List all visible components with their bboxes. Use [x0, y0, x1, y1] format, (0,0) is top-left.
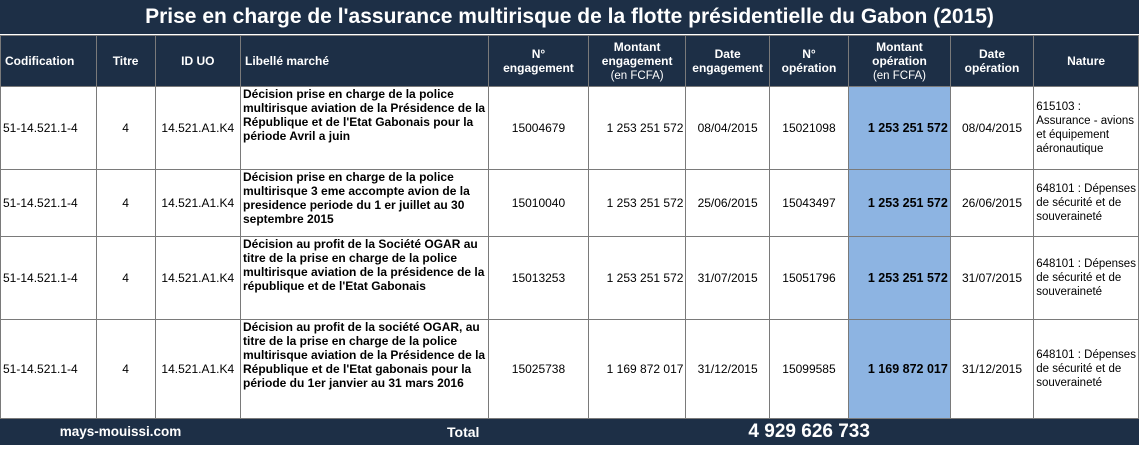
- header-montant-engagement: [588, 36, 686, 87]
- cell-montant-engagement: 1 169 872 017: [588, 320, 686, 419]
- page-title: Prise en charge de l'assurance multirisque de la flotte présidentielle du Gabon (2015): [0, 0, 1139, 34]
- header-libelle: Libellé marché: [241, 36, 489, 87]
- header-date-engagement: [686, 36, 769, 87]
- cell-nature: 648101 : Dépenses de sécurité et de souveraineté: [1034, 320, 1139, 419]
- table-row: [1, 237, 1139, 320]
- header-date-operation-l2: opération: [964, 61, 1020, 75]
- cell-date-operation: 31/07/2015: [950, 237, 1033, 320]
- header-montant-engagement-l3: (en FCFA): [610, 69, 664, 82]
- cell-libelle: Décision au profit de la société OGAR, au titre de la prise en charge de la police multirisque aviation de la Présidence de la République et de l'Etat gabonais pour la période du 1er janvier au 31 mars 2016: [241, 320, 489, 419]
- header-montant-operation-l1: Montant: [876, 39, 923, 54]
- cell-date-engagement: 25/06/2015: [686, 170, 769, 237]
- cell-date-operation: 26/06/2015: [950, 170, 1033, 237]
- table-row: [1, 87, 1139, 170]
- cell-n-engagement: 15010040: [489, 170, 589, 237]
- cell-date-operation: 08/04/2015: [950, 87, 1033, 170]
- cell-n-engagement: 15013253: [489, 237, 589, 320]
- cell-n-engagement: 15004679: [489, 87, 589, 170]
- header-n-operation-l2: opération: [781, 61, 837, 75]
- cell-n-operation: 15099585: [769, 320, 848, 419]
- header-date-engagement-l1: Date: [714, 47, 741, 61]
- header-montant-operation-l2: opération: [872, 53, 927, 68]
- cell-nature: 648101 : Dépenses de sécurité et de souveraineté: [1034, 170, 1139, 237]
- cell-n-operation: 15043497: [769, 170, 848, 237]
- cell-montant-engagement: 1 253 251 572: [588, 237, 686, 320]
- table-row: [1, 170, 1139, 237]
- header-montant-operation: [849, 36, 951, 87]
- cell-n-engagement: 15025738: [489, 320, 589, 419]
- cell-montant-engagement: 1 253 251 572: [588, 170, 686, 237]
- cell-montant-operation: 1 169 872 017: [849, 320, 951, 419]
- cell-titre: 4: [96, 170, 155, 237]
- table-header-row: [1, 36, 1139, 87]
- header-titre: Titre: [96, 36, 155, 87]
- cell-id-uo: 14.521.A1.K4: [155, 170, 240, 237]
- header-montant-operation-l3: (en FCFA): [872, 69, 926, 82]
- table-footer-row: [1, 419, 1139, 445]
- footer-site: mays-mouissi.com: [1, 419, 241, 445]
- footer-total-value: 4 929 626 733: [686, 419, 1139, 445]
- cell-titre: 4: [96, 87, 155, 170]
- header-n-engagement-l2: engagement: [503, 61, 574, 75]
- cell-libelle: Décision au profit de la Société OGAR au titre de la prise en charge de la police multirisque aviation de la présidence de la république et de l'Etat Gabonais: [241, 237, 489, 320]
- cell-montant-operation: 1 253 251 572: [849, 170, 951, 237]
- cell-nature: 615103 : Assurance - avions et équipement aéronautique: [1034, 87, 1139, 170]
- cell-titre: 4: [96, 320, 155, 419]
- header-date-engagement-l2: engagement: [692, 61, 763, 75]
- cell-libelle: Décision prise en charge de la police multirisque 3 eme accompte avion de la presidence periode du 1 er juillet au 30 septembre 2015: [241, 170, 489, 237]
- header-n-engagement: [489, 36, 589, 87]
- cell-n-operation: 15021098: [769, 87, 848, 170]
- cell-id-uo: 14.521.A1.K4: [155, 320, 240, 419]
- cell-codification: 51-14.521.1-4: [1, 320, 97, 419]
- cell-codification: 51-14.521.1-4: [1, 87, 97, 170]
- header-montant-engagement-l2: engagement: [601, 53, 673, 68]
- cell-montant-engagement: 1 253 251 572: [588, 87, 686, 170]
- cell-id-uo: 14.521.A1.K4: [155, 87, 240, 170]
- header-n-engagement-l1: N°: [531, 47, 546, 61]
- table-row: [1, 320, 1139, 419]
- cell-date-engagement: 31/07/2015: [686, 237, 769, 320]
- header-id-uo: ID UO: [155, 36, 240, 87]
- header-n-operation-l1: N°: [802, 47, 816, 61]
- cell-id-uo: 14.521.A1.K4: [155, 237, 240, 320]
- footer-total-label: Total: [241, 419, 686, 445]
- cell-titre: 4: [96, 237, 155, 320]
- header-date-operation-l1: Date: [979, 47, 1006, 61]
- cell-libelle: Décision prise en charge de la police multirisque aviation de la Présidence de la République et de l'Etat Gabonais pour la période Avril a juin: [241, 87, 489, 170]
- cell-nature: 648101 : Dépenses de sécurité et de souveraineté: [1034, 237, 1139, 320]
- cell-date-engagement: 08/04/2015: [686, 87, 769, 170]
- cell-codification: 51-14.521.1-4: [1, 237, 97, 320]
- cell-montant-operation: 1 253 251 572: [849, 87, 951, 170]
- header-n-operation: [769, 36, 848, 87]
- header-nature: Nature: [1034, 36, 1139, 87]
- cell-montant-operation: 1 253 251 572: [849, 237, 951, 320]
- data-table: [0, 35, 1139, 445]
- cell-n-operation: 15051796: [769, 237, 848, 320]
- header-date-operation: [950, 36, 1033, 87]
- header-codification: Codification: [1, 36, 97, 87]
- cell-date-operation: 31/12/2015: [950, 320, 1033, 419]
- cell-codification: 51-14.521.1-4: [1, 170, 97, 237]
- cell-date-engagement: 31/12/2015: [686, 320, 769, 419]
- header-montant-engagement-l1: Montant: [613, 39, 661, 54]
